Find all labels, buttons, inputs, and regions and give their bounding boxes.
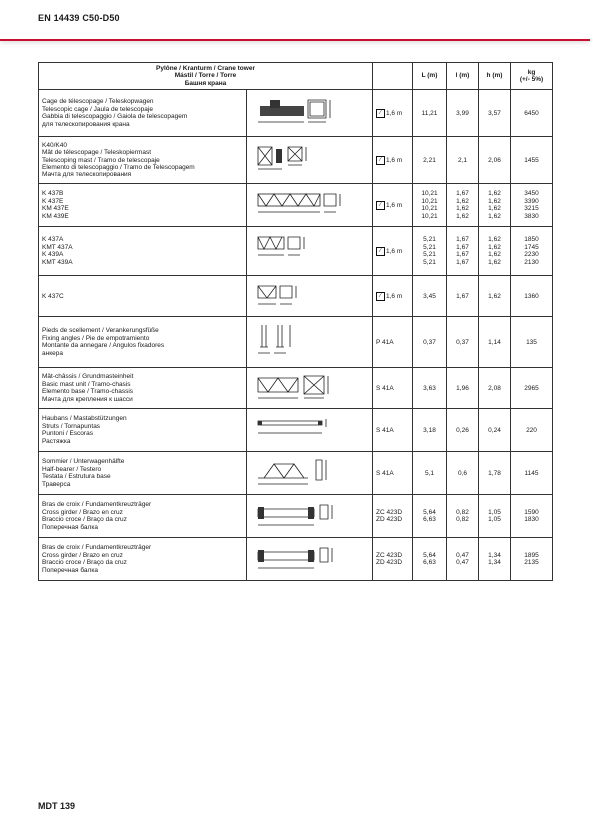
code-line (376, 156, 409, 165)
length-cell (413, 368, 447, 409)
description-line: K 437C (42, 292, 64, 300)
description-line: Telescoping mast / Tramo de telescopaje (42, 156, 160, 164)
length-value: 0,37 (423, 338, 436, 346)
component-code (373, 317, 413, 368)
width-value: 0,47 (456, 559, 469, 567)
header-code (373, 63, 413, 90)
component-code (373, 90, 413, 137)
component-sketch (250, 186, 370, 224)
weight-cell (511, 368, 553, 409)
component-code (373, 137, 413, 184)
component-drawing (247, 538, 373, 581)
lifting-point-icon: ∕ (376, 156, 385, 165)
header-weight (511, 63, 553, 90)
width-value: 0,82 (456, 516, 469, 524)
code-value: ZD 423D (376, 559, 403, 567)
description-line: Struts / Tornapuntas (42, 422, 101, 430)
table-row (39, 409, 553, 452)
weight-value: 1830 (524, 516, 539, 524)
height-cell (479, 227, 511, 276)
height-value: 1,62 (488, 205, 501, 213)
description-line: K 437B (42, 190, 64, 198)
page-number: MDT 139 (38, 801, 76, 811)
table-row (39, 538, 553, 581)
table-row (39, 452, 553, 495)
table-row (39, 227, 553, 276)
description-line: Траверса (42, 480, 71, 488)
code-value: 1,6 m (386, 247, 403, 255)
length-value: 10,21 (421, 190, 438, 198)
description-line: Поперечная балка (42, 566, 98, 574)
width-value: 1,67 (456, 258, 469, 266)
weight-cell (511, 317, 553, 368)
width-cell (447, 452, 479, 495)
weight-value: 2135 (524, 559, 539, 567)
component-drawing (247, 184, 373, 227)
height-cell (479, 452, 511, 495)
length-cell (413, 137, 447, 184)
description-line: K 437A (42, 236, 64, 244)
weight-cell (511, 538, 553, 581)
description-line: Puntoni / Escoras (42, 430, 93, 438)
component-description (39, 538, 247, 581)
table-row (39, 495, 553, 538)
length-value: 5,64 (423, 551, 436, 559)
description-line: Testata / Estrutura base (42, 473, 111, 481)
code-line (376, 292, 409, 301)
weight-cell (511, 184, 553, 227)
description-line: Cross girder / Brazo en cruz (42, 551, 123, 559)
table-row (39, 317, 553, 368)
weight-cell (511, 227, 553, 276)
header-description-line: Mástil / Torre / Torre (174, 72, 237, 80)
height-cell (479, 137, 511, 184)
header-description (39, 63, 373, 90)
header-weight-tolerance: (+/- 5%) (519, 76, 544, 84)
code-value: S 41A (376, 469, 394, 477)
description-line: KM 437E (42, 205, 69, 213)
table-header-row (39, 63, 553, 90)
width-cell (447, 276, 479, 317)
code-value: P 41A (376, 338, 394, 346)
weight-cell (511, 495, 553, 538)
weight-value: 3830 (524, 212, 539, 220)
component-drawing (247, 90, 373, 137)
table-row (39, 184, 553, 227)
length-value: 3,63 (423, 384, 436, 392)
width-value: 1,96 (456, 384, 469, 392)
description-line: Telescopic cage / Jaula de telescopaje (42, 105, 153, 113)
height-value: 1,62 (488, 190, 501, 198)
code-line (376, 201, 409, 210)
weight-value: 220 (526, 426, 537, 434)
height-value: 1,34 (488, 551, 501, 559)
weight-value: 2230 (524, 251, 539, 259)
width-value: 1,62 (456, 197, 469, 205)
height-cell (479, 368, 511, 409)
description-line: Elemento di telescopaggio / Tramo de Telescopagem (42, 163, 195, 171)
header-length: L (m) (413, 63, 447, 90)
width-value: 0,6 (457, 469, 468, 477)
description-line: Braccio croce / Braço da cruz (42, 559, 127, 567)
description-line: анкера (42, 349, 63, 357)
width-cell (447, 184, 479, 227)
length-value: 5,21 (423, 258, 436, 266)
length-value: 3,18 (423, 426, 436, 434)
length-value: 6,63 (423, 516, 436, 524)
lifting-point-icon: ∕ (376, 292, 385, 301)
length-value: 10,21 (421, 212, 438, 220)
length-value: 5,21 (423, 236, 436, 244)
height-value: 1,62 (488, 251, 501, 259)
width-cell (447, 368, 479, 409)
weight-value: 6450 (524, 109, 539, 117)
table-row (39, 276, 553, 317)
component-description (39, 452, 247, 495)
component-sketch (250, 411, 370, 449)
length-value: 5,21 (423, 243, 436, 251)
component-code (373, 184, 413, 227)
code-value: 1,6 m (386, 109, 403, 117)
width-value: 1,67 (456, 292, 469, 300)
code-value: 1,6 m (386, 156, 403, 164)
code-line (376, 470, 409, 477)
description-line: для телескопирования крана (42, 120, 130, 128)
description-line: Elemento base / Tramo-chassis (42, 388, 134, 396)
component-description (39, 317, 247, 368)
component-drawing (247, 227, 373, 276)
width-value: 0,37 (456, 338, 469, 346)
width-cell (447, 409, 479, 452)
code-value: 1,6 m (386, 201, 403, 209)
component-description (39, 276, 247, 317)
component-description (39, 409, 247, 452)
component-drawing (247, 137, 373, 184)
component-sketch (250, 497, 370, 535)
length-cell (413, 90, 447, 137)
height-value: 1,34 (488, 559, 501, 567)
component-drawing (247, 368, 373, 409)
height-value: 1,62 (488, 197, 501, 205)
height-value: 1,05 (488, 516, 501, 524)
length-value: 2,21 (423, 156, 436, 164)
width-value: 0,82 (456, 508, 469, 516)
height-value: 1,62 (488, 292, 501, 300)
description-line: Поперечная балка (42, 523, 98, 531)
width-value: 1,67 (456, 243, 469, 251)
description-line: KM 439E (42, 212, 69, 220)
component-code (373, 368, 413, 409)
code-line (376, 109, 409, 118)
component-drawing (247, 409, 373, 452)
length-value: 10,21 (421, 197, 438, 205)
component-code (373, 276, 413, 317)
description-line: K40/K40 (42, 141, 67, 149)
description-line: Mât de télescopage / Teleskopiermast (42, 149, 151, 157)
height-value: 1,14 (488, 338, 501, 346)
height-cell (479, 276, 511, 317)
width-value: 1,67 (456, 190, 469, 198)
description-line: Cage de télescopage / Teleskopwagen (42, 98, 154, 106)
component-code (373, 227, 413, 276)
component-code (373, 495, 413, 538)
description-line: Fixing angles / Pie de empotramiento (42, 334, 150, 342)
code-line (376, 509, 409, 516)
header-description-line: Pylône / Kranturm / Crane tower (156, 65, 255, 72)
weight-value: 1745 (524, 243, 539, 251)
description-line: Мачта для крепления к шасси (42, 395, 133, 403)
height-value: 1,62 (488, 212, 501, 220)
component-code (373, 409, 413, 452)
weight-value: 1590 (524, 508, 539, 516)
description-line: Mât-châssis / Grundmasteinheit (42, 373, 134, 381)
length-value: 5,64 (423, 508, 436, 516)
component-drawing (247, 276, 373, 317)
description-line: K 437E (42, 197, 64, 205)
height-cell (479, 184, 511, 227)
component-sketch (250, 540, 370, 578)
weight-value: 2965 (524, 384, 539, 392)
width-value: 1,67 (456, 236, 469, 244)
description-line: Sommier / Unterwagenhälfte (42, 458, 125, 466)
description-line: KMT 437A (42, 243, 73, 251)
length-value: 6,63 (423, 559, 436, 567)
component-description (39, 137, 247, 184)
component-description (39, 495, 247, 538)
code-line (376, 559, 409, 566)
height-value: 1,05 (488, 508, 501, 516)
header-height: h (m) (479, 63, 511, 90)
weight-value: 2130 (524, 258, 539, 266)
component-code (373, 538, 413, 581)
description-line: Basic mast unit / Tramo-chasis (42, 380, 131, 388)
width-value: 0,26 (456, 426, 469, 434)
description-line: Half-bearer / Testero (42, 465, 102, 473)
width-value: 2,1 (457, 156, 468, 164)
width-cell (447, 227, 479, 276)
lifting-point-icon: ∕ (376, 201, 385, 210)
height-cell (479, 538, 511, 581)
component-description (39, 90, 247, 137)
header-accent-line (0, 39, 590, 41)
height-value: 1,62 (488, 236, 501, 244)
code-line (376, 427, 409, 434)
length-cell (413, 227, 447, 276)
table-row (39, 90, 553, 137)
component-sketch (250, 370, 370, 406)
weight-value: 3450 (524, 190, 539, 198)
description-line: Braccio croce / Braço da cruz (42, 516, 127, 524)
width-cell (447, 90, 479, 137)
width-value: 3,99 (456, 109, 469, 117)
header-description-line: Башня крана (184, 79, 227, 87)
code-value: 1,6 m (386, 292, 403, 300)
height-cell (479, 495, 511, 538)
header-width: l (m) (447, 63, 479, 90)
height-value: 2,06 (488, 156, 501, 164)
component-sketch (250, 319, 370, 365)
width-value: 0,47 (456, 551, 469, 559)
code-line (376, 516, 409, 523)
length-cell (413, 184, 447, 227)
height-value: 0,24 (488, 426, 501, 434)
width-value: 1,62 (456, 212, 469, 220)
description-line: Gabbia di telescopaggio / Gaiola de telescopagem (42, 113, 188, 121)
weight-value: 3215 (524, 205, 539, 213)
code-value: ZC 423D (376, 551, 403, 559)
description-line: Cross girder / Brazo en cruz (42, 508, 123, 516)
height-value: 3,57 (488, 109, 501, 117)
description-line: K 439A (42, 251, 64, 259)
height-cell (479, 409, 511, 452)
width-cell (447, 137, 479, 184)
weight-value: 3390 (524, 197, 539, 205)
table-row (39, 368, 553, 409)
length-value: 11,21 (421, 109, 438, 117)
code-line (376, 552, 409, 559)
weight-value: 1850 (524, 236, 539, 244)
length-value: 3,45 (423, 292, 436, 300)
description-line: Pieds de scellement / Verankerungsfüße (42, 327, 159, 335)
header-weight-unit: kg (527, 68, 536, 76)
width-value: 1,62 (456, 205, 469, 213)
component-description (39, 227, 247, 276)
width-value: 1,67 (456, 251, 469, 259)
weight-value: 1455 (524, 156, 539, 164)
code-value: ZC 423D (376, 508, 403, 516)
table-row (39, 137, 553, 184)
weight-value: 1145 (524, 469, 539, 477)
component-sketch (250, 139, 370, 181)
height-value: 1,62 (488, 258, 501, 266)
component-description (39, 368, 247, 409)
component-drawing (247, 317, 373, 368)
description-line: Montante da annegare / Angulos fixadores (42, 342, 165, 350)
length-cell (413, 495, 447, 538)
height-value: 1,62 (488, 243, 501, 251)
description-line: Haubans / Mastabstützungen (42, 415, 127, 423)
height-cell (479, 90, 511, 137)
code-line (376, 385, 409, 392)
weight-cell (511, 137, 553, 184)
document-title: EN 14439 C50-D50 (38, 13, 120, 23)
weight-cell (511, 409, 553, 452)
component-sketch (250, 278, 370, 314)
width-cell (447, 495, 479, 538)
length-cell (413, 452, 447, 495)
component-description (39, 184, 247, 227)
length-cell (413, 538, 447, 581)
length-value: 10,21 (421, 205, 438, 213)
weight-value: 1895 (524, 551, 539, 559)
component-sketch (250, 454, 370, 492)
length-cell (413, 317, 447, 368)
description-line: KMT 439A (42, 258, 73, 266)
description-line: Bras de croix / Fundamentkreuzträger (42, 544, 152, 552)
description-line: Мачта для телескопирования (42, 171, 132, 179)
weight-value: 1360 (524, 292, 539, 300)
component-drawing (247, 495, 373, 538)
height-cell (479, 317, 511, 368)
length-cell (413, 409, 447, 452)
height-value: 1,78 (488, 469, 501, 477)
length-cell (413, 276, 447, 317)
weight-cell (511, 276, 553, 317)
length-value: 5,1 (424, 469, 435, 477)
weight-value: 135 (526, 338, 537, 346)
component-sketch (250, 229, 370, 273)
lifting-point-icon: ∕ (376, 109, 385, 118)
code-value: S 41A (376, 384, 394, 392)
component-sketch (250, 92, 370, 134)
code-value: S 41A (376, 426, 394, 434)
lifting-point-icon: ∕ (376, 247, 385, 256)
width-cell (447, 317, 479, 368)
description-line: Растяжка (42, 437, 71, 445)
component-drawing (247, 452, 373, 495)
code-value: ZD 423D (376, 516, 403, 524)
description-line: Bras de croix / Fundamentkreuzträger (42, 501, 152, 509)
crane-tower-table (38, 62, 553, 581)
code-line (376, 339, 409, 346)
weight-cell (511, 90, 553, 137)
height-value: 2,08 (488, 384, 501, 392)
component-code (373, 452, 413, 495)
code-line (376, 247, 409, 256)
width-cell (447, 538, 479, 581)
length-value: 5,21 (423, 251, 436, 259)
weight-cell (511, 452, 553, 495)
